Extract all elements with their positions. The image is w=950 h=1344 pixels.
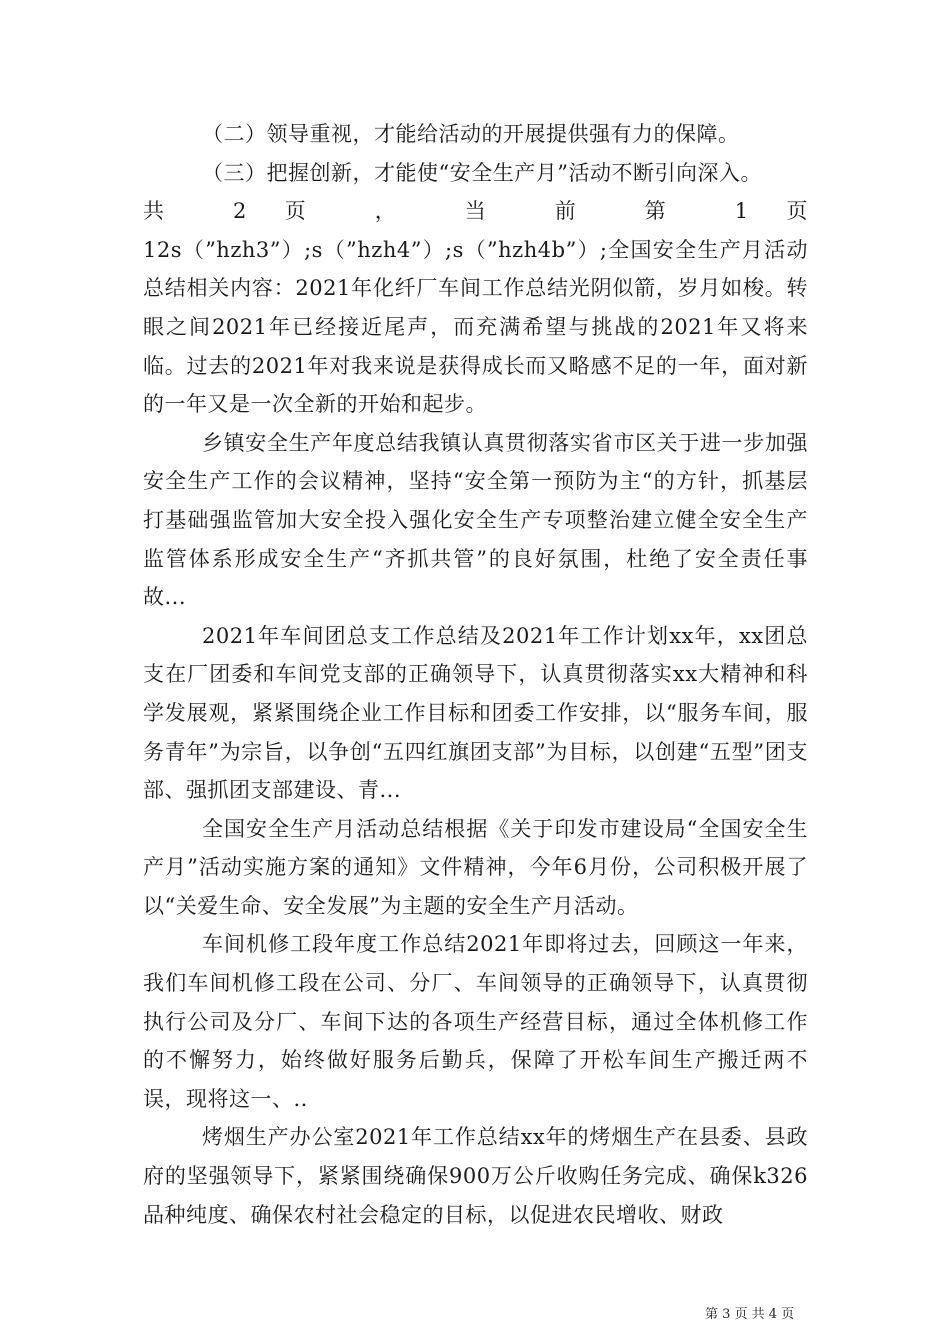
paragraph-youth-league: 2021年车间团总支工作总结及2021年工作计划xx年，xx团总支在厂团委和车间党支部的正确领导下，认真贯彻落实xx大精神和科学发展观，紧紧围绕企业工作目标和团委工作安排，以“服务车间，服务青年”为宗旨，以争创“五四红旗团支部”为目标，以创建“五型”团支部、强抓团支部建设、青... bbox=[143, 623, 808, 803]
paragraph-township-safety: 乡镇安全生产年度总结我镇认真贯彻落实省市区关于进一步加强安全生产工作的会议精神，坚持“安全第一预防为主“的方针，抓基层打基础强监管加大安全投入强化安全生产专项整治建立健全安全生产监管体系形成安全生产“齐抓共管”的良好氛围，杜绝了安全责任事故... bbox=[143, 430, 808, 610]
paragraph-innovation: （三）把握创新，才能使“安全生产月”活动不断引向深入。 bbox=[202, 160, 762, 185]
paragraph-related-content: 12s（”hzh3”）;s（”hzh4”）;s（”hzh4b”）;全国安全生产月活动总结相关内容：2021年化纤厂车间工作总结光阴似箭，岁月如梭。转眼之间2021年已经接近尾声，而充满希望与挑战的2021年又将来临。过去的2021年对我来说是获得成长而又略感不足的一年，面对新的一年又是一次全新的开始和起步。 bbox=[143, 237, 808, 417]
page-count-line: 共 2 页 ， 当 前 第 1 页 bbox=[143, 199, 808, 224]
page-footer-number: 第 3 页 共 4 页 bbox=[705, 1307, 795, 1322]
paragraph-tobacco: 烤烟生产办公室2021年工作总结xx年的烤烟生产在县委、县政府的坚强领导下，紧紧围绕确保900万公斤收购任务完成、确保k326品种纯度、确保农村社会稳定的目标，以促进农民增收、财政 bbox=[143, 1125, 808, 1227]
paragraph-leadership: （二）领导重视，才能给活动的开展提供强有力的保障。 bbox=[202, 122, 740, 146]
document-body bbox=[143, 115, 808, 1234]
paragraph-maintenance: 车间机修工段年度工作总结2021年即将过去，回顾这一年来，我们车间机修工段在公司、分厂、车间领导的正确领导下，认真贯彻执行公司及分厂、车间下达的各项生产经营目标，通过全体机修工作的不懈努力，始终做好服务后勤兵，保障了开松车间生产搬迁两不误，现将这一、.. bbox=[143, 932, 808, 1111]
paragraph-safety-month: 全国安全生产月活动总结根据《关于印发市建设局“全国安全生产月”活动实施方案的通知》文件精神，今年6月份，公司积极开展了以“关爱生命、安全发展”为主题的安全生产月活动。 bbox=[143, 816, 808, 918]
